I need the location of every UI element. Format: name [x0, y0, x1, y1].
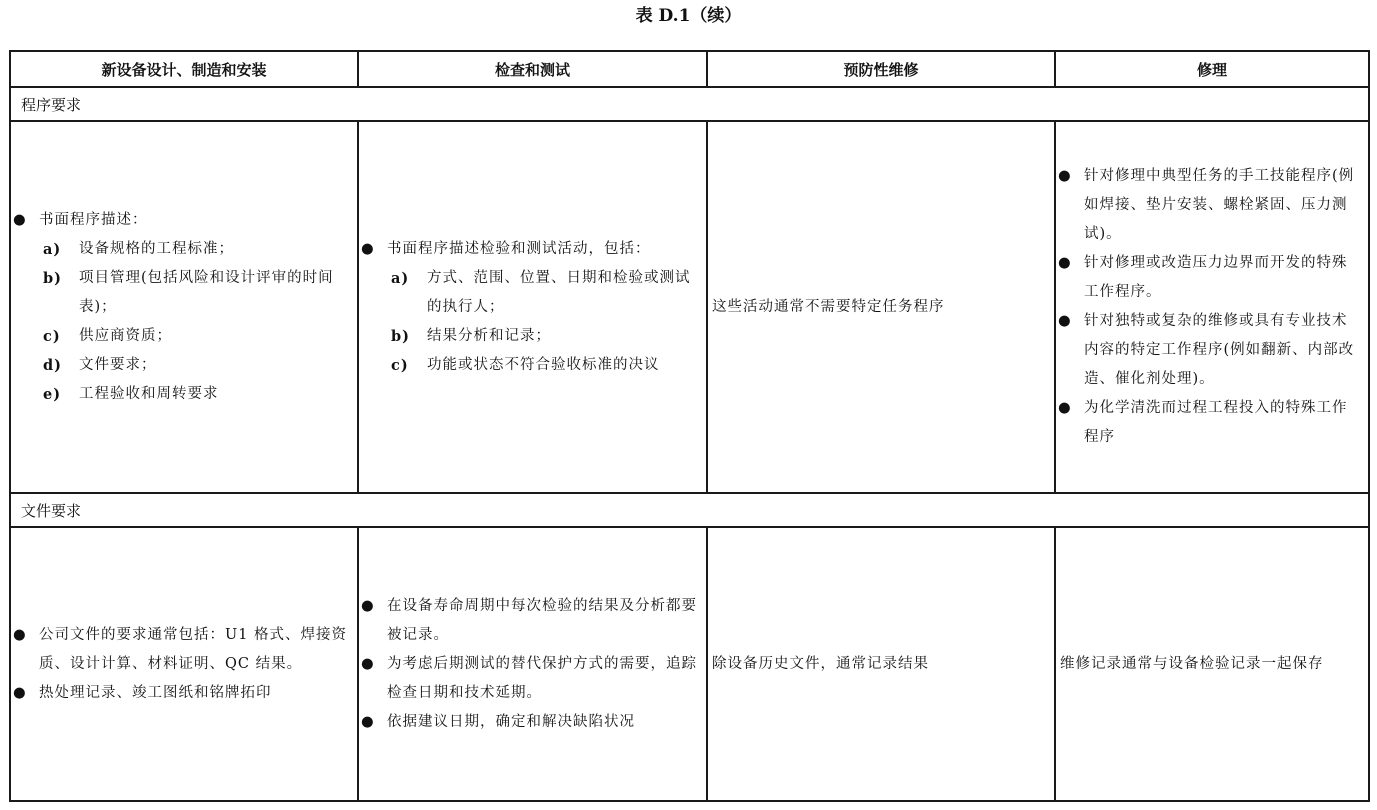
section-title: 文件要求 [10, 493, 1369, 527]
bullet-icon: ● [13, 684, 27, 701]
table-cell [358, 527, 707, 801]
section-title: 程序要求 [10, 87, 1369, 121]
list-item: b) 结果分析和记录； [391, 327, 551, 345]
list-item: ● 针对修理中典型任务的手工技能程序(例如焊接、垫片安装、螺栓紧固、压力测试)。 [1058, 162, 1362, 249]
table-row [10, 121, 1369, 492]
table-cell [10, 121, 358, 492]
list-item: c) 功能或状态不符合验收标准的决议 [391, 356, 660, 374]
bullet-icon: ● [13, 626, 27, 643]
list-item: ● 为化学清洗而过程工程投入的特殊工作程序 [1058, 394, 1362, 452]
header-cell: 新设备设计、制造和安装 [10, 51, 358, 87]
table-cell: 除设备历史文件，通常记录结果 [707, 527, 1055, 801]
list-item: a) 方式、范围、位置、日期和检验或测试的执行人； [391, 269, 691, 315]
list-item: c) 供应商资质； [43, 327, 172, 345]
section-row [10, 493, 1369, 527]
table-cell [1055, 121, 1369, 492]
header-cell: 修理 [1055, 51, 1369, 87]
list-item: ● 在设备寿命周期中每次检验的结果及分析都要被记录。 [361, 592, 700, 650]
bullet-icon: ● [1058, 255, 1072, 272]
list-item: e) 工程验收和周转要求 [43, 385, 219, 403]
list-item: a) 设备规格的工程标准； [43, 240, 234, 258]
bullet-icon: ● [1058, 313, 1072, 330]
list-item: ● 书面程序描述： [13, 206, 351, 235]
table-cell: 这些活动通常不需要特定任务程序 [707, 121, 1055, 492]
bullet-icon: ● [13, 211, 27, 228]
procedure-table [9, 50, 1370, 802]
list-item: ● 依据建议日期，确定和解决缺陷状况 [361, 708, 700, 737]
bullet-icon: ● [1058, 168, 1072, 185]
bullet-icon: ● [361, 597, 375, 614]
list-item: ● 为考虑后期测试的替代保护方式的需要，追踪检查日期和技术延期。 [361, 650, 700, 708]
list-item: ● 针对修理或改造压力边界而开发的特殊工作程序。 [1058, 249, 1362, 307]
table-cell [10, 527, 358, 801]
section-row [10, 87, 1369, 121]
header-cell: 预防性维修 [707, 51, 1055, 87]
table-cell: 维修记录通常与设备检验记录一起保存 [1055, 527, 1369, 801]
list-item: ● 公司文件的要求通常包括：U1 格式、焊接资质、设计计算、材料证明、QC 结果。 [13, 621, 351, 679]
list-item: ● 书面程序描述检验和测试活动，包括： [361, 235, 700, 264]
bullet-icon: ● [361, 713, 375, 730]
bullet-icon: ● [361, 655, 375, 672]
list-item: ● 针对独特或复杂的维修或具有专业技术内容的特定工作程序(例如翻新、内部改造、催化剂处理)。 [1058, 307, 1362, 394]
list-item: d) 文件要求； [43, 356, 157, 374]
header-cell: 检查和测试 [358, 51, 707, 87]
bullet-icon: ● [361, 240, 375, 257]
bullet-icon: ● [1058, 400, 1072, 417]
table-row [10, 527, 1369, 801]
header-row [10, 51, 1369, 87]
table-cell [358, 121, 707, 492]
table-caption: 表 D.1（续） [635, 6, 742, 26]
list-item: b) 项目管理(包括风险和设计评审的时间表)； [43, 269, 334, 315]
list-item: ● 热处理记录、竣工图纸和铭牌拓印 [13, 679, 351, 708]
